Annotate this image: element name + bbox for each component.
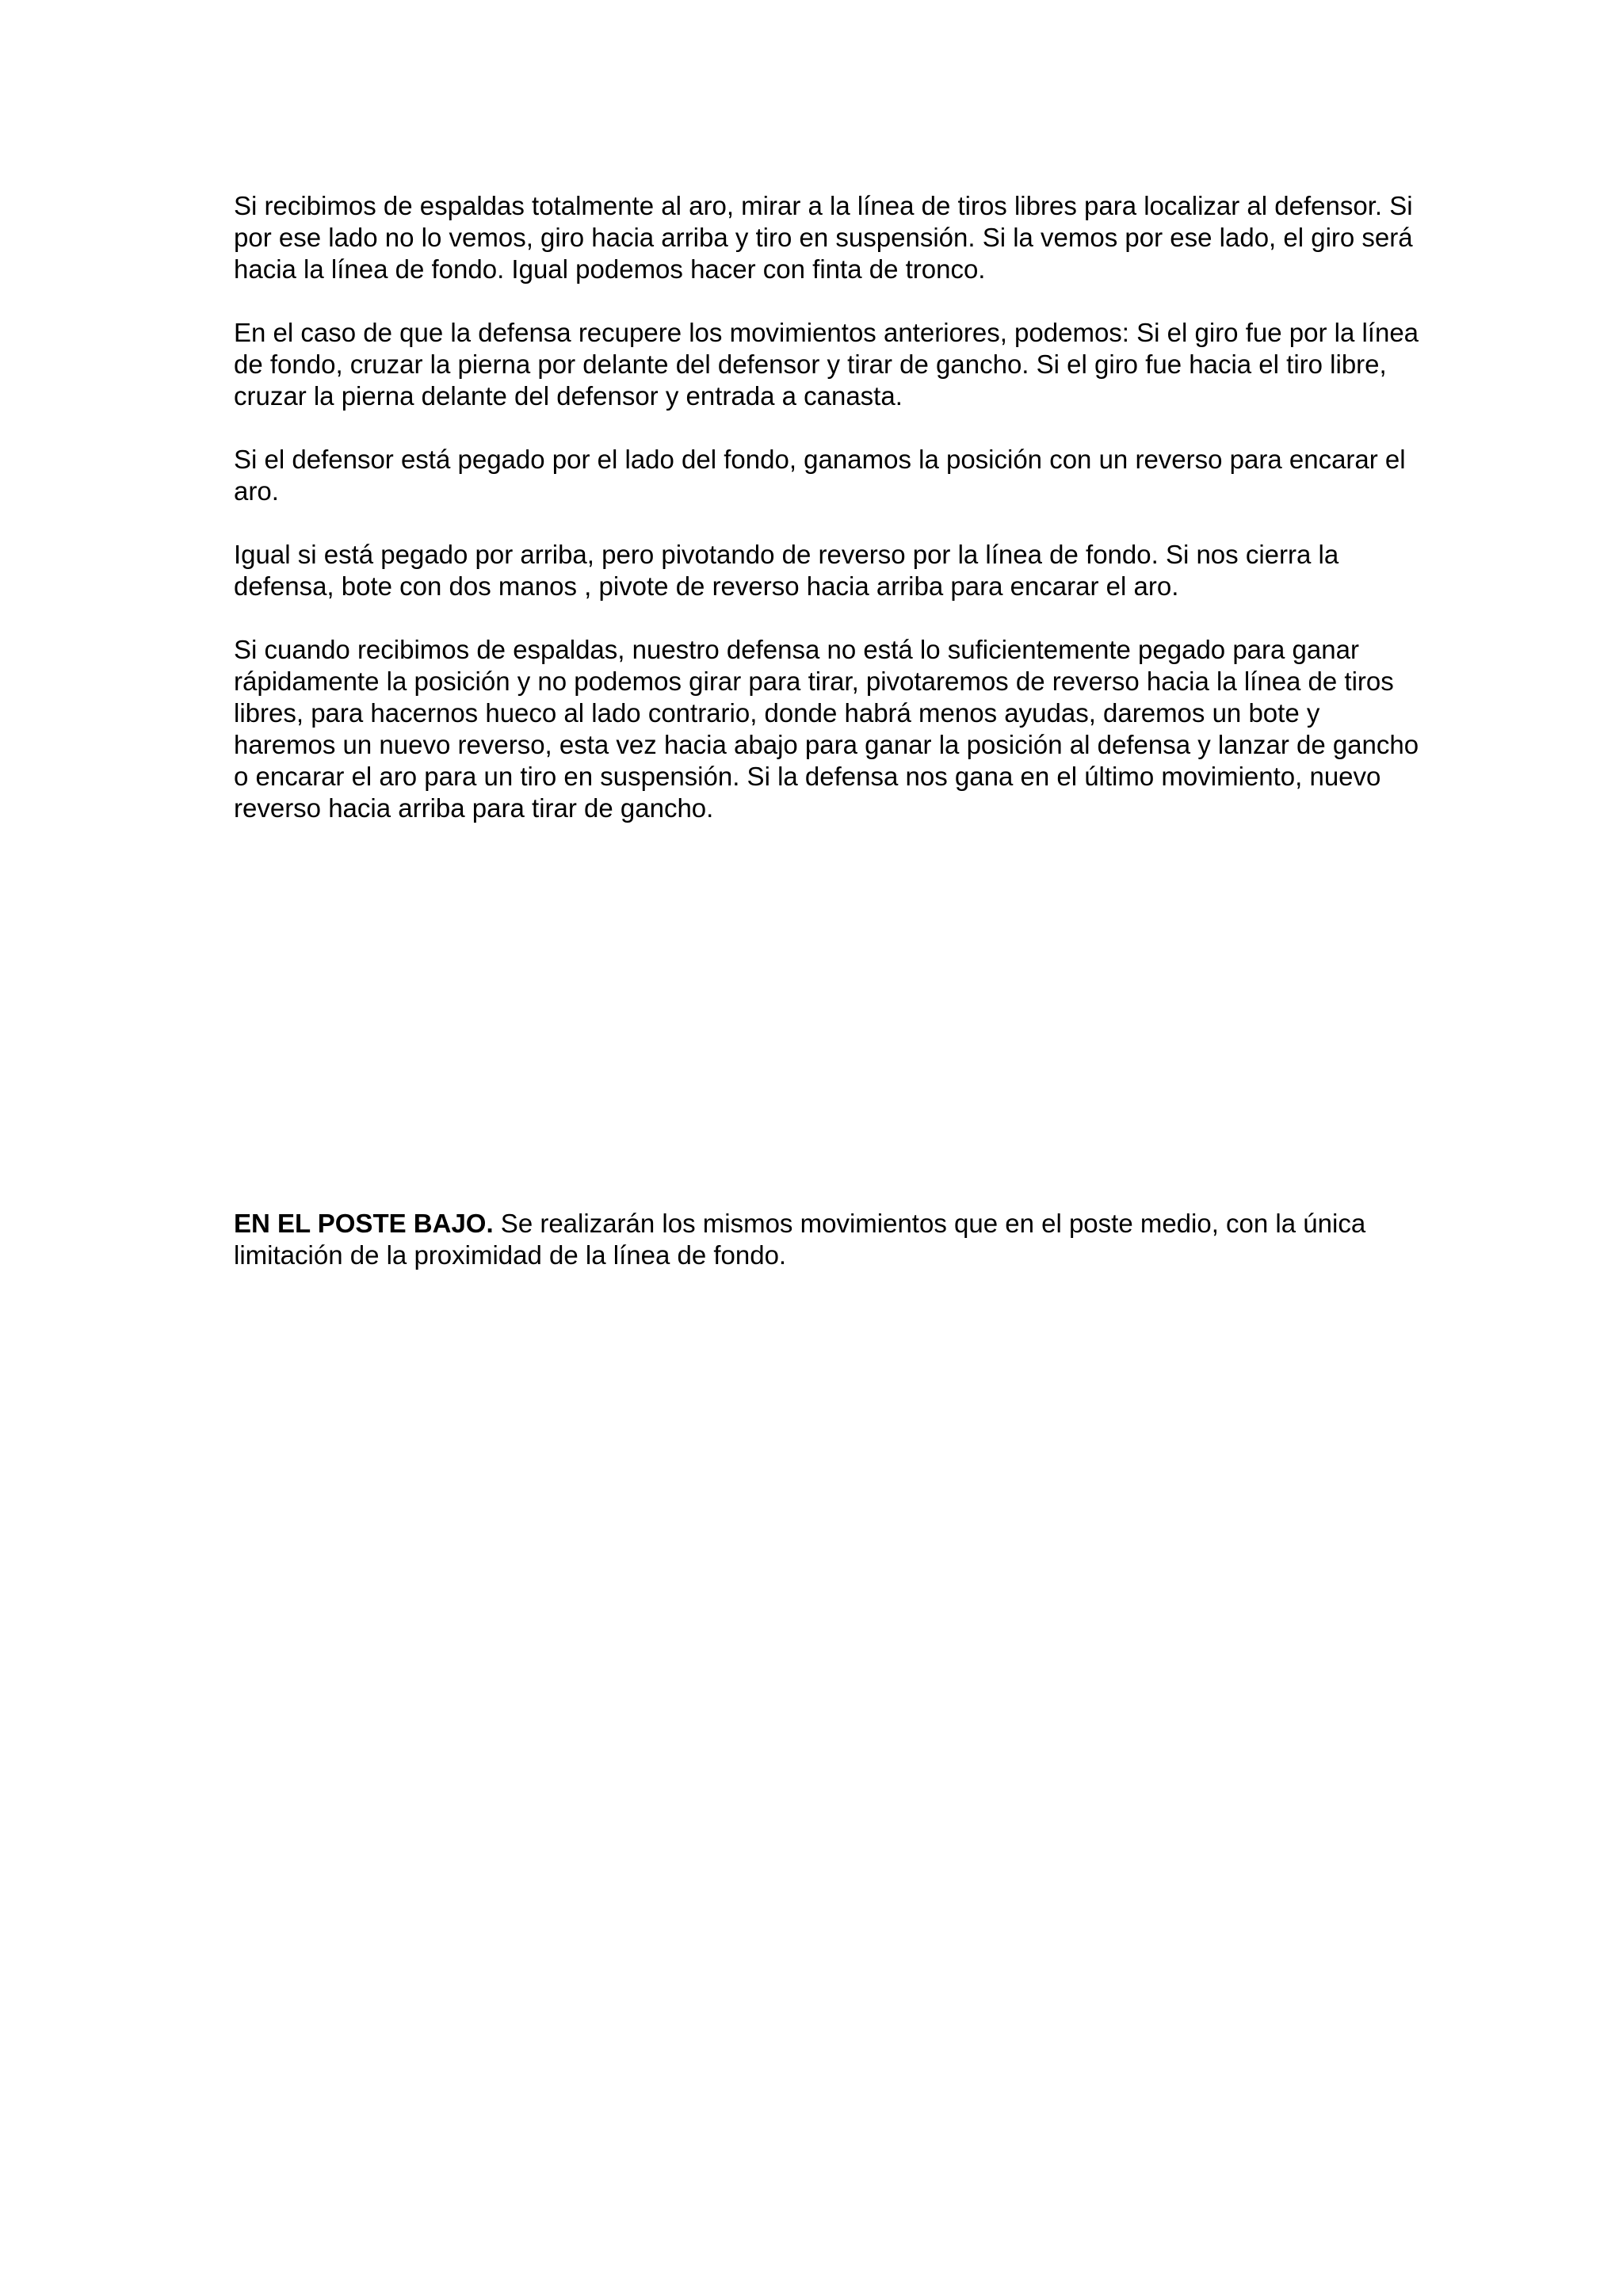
paragraph-5: Si cuando recibimos de espaldas, nuestro defensa no está lo suficientemente pegado para ganar rápidamente la posición y no podemos girar para tirar, pivotaremos de reverso hacia la línea de tiros libres, para hacernos hueco al lado contrario, donde habrá menos ayudas, daremos un bote y haremos un nuevo reverso, esta vez hacia abajo para ganar la posición al defensa y lanzar de gancho o encarar el aro para un tiro en suspensión. Si la defensa nos gana en el último movimiento, nuevo reverso hacia arriba para tirar de gancho. [234,635,1419,823]
paragraph-1: Si recibimos de espaldas totalmente al aro, mirar a la línea de tiros libres para localizar al defensor. Si por ese lado no lo vemos, giro hacia arriba y tiro en suspensión. Si la vemos por ese lado, el giro será hacia la línea de fondo. Igual podemos hacer con finta de tronco. [234,191,1413,284]
poste-bajo-text: Se realizarán los mismos movimientos que en el poste medio, con la única limitación de la proximidad de la línea de fondo. [234,1209,1366,1270]
blank-space [234,856,1423,1208]
document-body [234,190,1423,1303]
section-heading-poste-bajo: EN EL POSTE BAJO. [234,1209,494,1238]
paragraph-4: Igual si está pegado por arriba, pero pivotando de reverso por la línea de fondo. Si nos cierra la defensa, bote con dos manos , pivote de reverso hacia arriba para encarar el aro. [234,540,1339,601]
paragraph-poste-bajo [234,1208,1423,1271]
paragraph-3: Si el defensor está pegado por el lado del fondo, ganamos la posición con un reverso para encarar el aro. [234,445,1406,506]
paragraph-2: En el caso de que la defensa recupere los movimientos anteriores, podemos: Si el giro fue por la línea de fondo, cruzar la pierna por delante del defensor y tirar de gancho. Si el giro fue hacia el tiro libre, cruzar la pierna delante del defensor y entrada a canasta. [234,318,1419,411]
